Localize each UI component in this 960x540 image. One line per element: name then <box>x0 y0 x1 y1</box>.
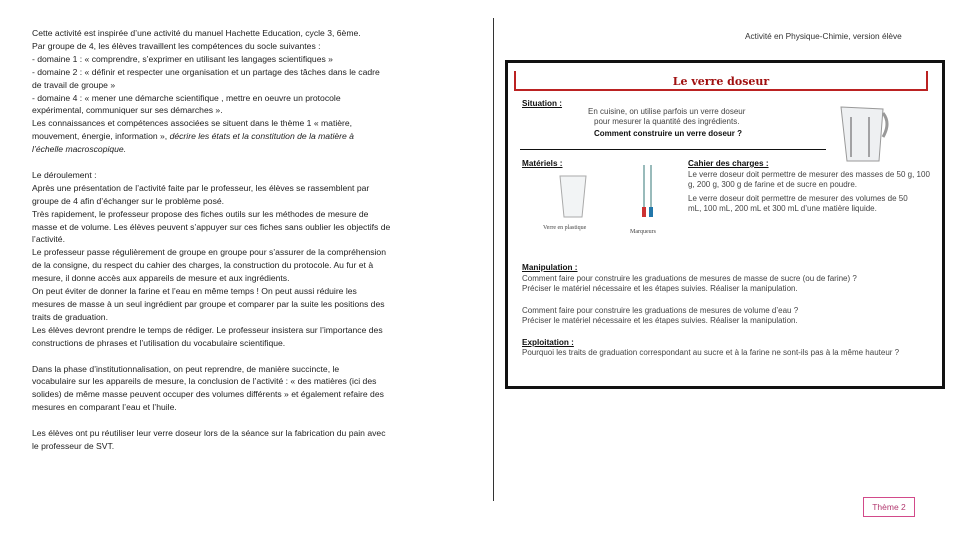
manipulation-heading: Manipulation : <box>522 263 578 272</box>
manip-line-4: Préciser le matériel nécessaire et les étapes suivies. Réaliser la manipulation. <box>522 316 798 325</box>
text: Les élèves devront prendre le temps de rédiger. Le professeur insistera sur l’importance des <box>32 324 383 335</box>
student-worksheet <box>505 60 945 389</box>
text-line <box>32 104 452 117</box>
text: Les élèves ont pu réutiliser leur verre doseur lors de la séance sur la fabrication du pain avec <box>32 428 386 439</box>
text-line <box>32 233 452 246</box>
text-line <box>32 401 452 414</box>
text: mouvement, énergie, information », <box>32 131 170 142</box>
paragraph <box>32 363 452 415</box>
text: mesures en comparant l’eau et l’huile. <box>32 402 177 413</box>
paragraph <box>32 169 452 350</box>
separator <box>520 149 826 150</box>
text: Le déroulement : <box>32 169 97 180</box>
text-line <box>32 324 452 337</box>
text-line <box>32 298 452 311</box>
text-line <box>32 169 452 182</box>
manip-line-1: Comment faire pour construire les graduations de mesures de masse de sucre (ou de farine) ? <box>522 274 857 283</box>
text: expérimental, communiquer sur ses démarches ». <box>32 105 223 116</box>
text-line <box>32 143 452 156</box>
text-line <box>32 388 452 401</box>
teacher-notes <box>32 27 452 466</box>
text-line <box>32 375 452 388</box>
situation-line-2: pour mesurer la quantité des ingrédients. <box>594 117 740 126</box>
text: - domaine 1 : « comprendre, s’exprimer en utilisant les langages scientifiques » <box>32 53 333 64</box>
plastic-cup-image <box>558 173 588 219</box>
text: Les connaissances et compétences associées se situent dans le thème 1 « matière, <box>32 118 353 129</box>
text: Par groupe de 4, les élèves travaillent les compétences du socle suivantes : <box>32 40 321 51</box>
text-line <box>32 117 452 130</box>
cahier-line-2: Le verre doseur doit permettre de mesurer des volumes de 50 mL, 100 mL, 200 mL et 300 mL d’une matière liquide. <box>688 194 908 213</box>
text: Cette activité est inspirée d’une activité du manuel Hachette Education, cycle 3, 6ème. <box>32 28 361 38</box>
cahier-heading: Cahier des charges : <box>688 159 769 168</box>
text-line <box>32 363 452 376</box>
worksheet-title: Le verre doseur <box>672 75 770 88</box>
exploit-line-1: Pourquoi les traits de graduation correspondant au sucre et à la farine ne sont-ils pas à la même hauteur ? <box>522 348 900 357</box>
text-line <box>32 440 452 453</box>
italic-text: décrire les états et la constitution de la matière à <box>169 131 354 142</box>
text: Très rapidement, le professeur propose des fiches outils sur les méthodes de mesure de <box>32 208 369 219</box>
question: Comment construire un verre doseur ? <box>594 129 743 138</box>
text: l’activité. <box>32 234 65 245</box>
text-line <box>32 272 452 285</box>
text-line <box>32 285 452 298</box>
text-line <box>32 40 452 53</box>
text: - domaine 4 : « mener une démarche scientifique , mettre en oeuvre un protocole <box>32 92 341 103</box>
italic-text: l’échelle macroscopique. <box>32 144 127 155</box>
paragraph <box>32 427 452 453</box>
text: vocabulaire sur les appareils de mesure, la conclusion de l’activité : « des matières (ici des <box>32 376 377 387</box>
text-line <box>32 195 452 208</box>
text: On peut éviter de donner la farine et l’eau en même temps ! On peut aussi réduire les <box>32 286 357 297</box>
situation-line-1: En cuisine, on utilise parfois un verre doseur <box>588 107 746 116</box>
situation-heading: Situation : <box>522 99 563 108</box>
text-line <box>32 427 452 440</box>
text: constructions de phrases et l’utilisation du vocabulaire scientifique. <box>32 337 286 348</box>
theme-badge[interactable]: Thème 2 <box>863 497 915 517</box>
text-line <box>32 246 452 259</box>
exploitation-heading: Exploitation : <box>522 338 574 347</box>
text-line <box>32 208 452 221</box>
text: groupe de 4 afin d’échanger sur le problème posé. <box>32 195 225 206</box>
text-line <box>32 337 452 350</box>
text: Le professeur passe régulièrement de groupe en groupe pour s’assurer de la compréhension <box>32 247 386 258</box>
manip-line-2: Préciser le matériel nécessaire et les étapes suivies. Réaliser la manipulation. <box>522 284 798 293</box>
text: de travail de groupe » <box>32 79 116 90</box>
cahier-line-1: Le verre doseur doit permettre de mesurer des masses de 50 g, 100 g, 200 g, 300 g de farine et de sucre en poudre. <box>688 170 930 189</box>
materiels-heading: Matériels : <box>522 159 563 168</box>
text: le professeur de SVT. <box>32 440 115 451</box>
measuring-jug-image <box>833 103 893 165</box>
text: traits de graduation. <box>32 311 108 322</box>
text-line <box>32 311 452 324</box>
column-divider <box>493 18 494 501</box>
text: mesure, il donne accès aux appareils de mesure et aux ingrédients. <box>32 273 290 284</box>
text-line <box>32 130 452 143</box>
text-line <box>32 221 452 234</box>
text: masse et de volume. Les élèves peuvent s’appuyer sur ces fiches sans oublier les objectifs de <box>32 221 391 232</box>
text: mesures de masse à un seul ingrédient par groupe et comparer par la suite les positions des <box>32 299 385 310</box>
text-line <box>32 182 452 195</box>
text: Dans la phase d’institutionnalisation, on peut reprendre, de manière succincte, le <box>32 363 340 374</box>
text-line <box>32 53 452 66</box>
text-line <box>32 66 452 79</box>
text: - domaine 2 : « définir et respecter une organisation et un partage des tâches dans le cadre <box>32 66 380 77</box>
text: de la consigne, du respect du cahier des charges, la construction du protocole. Au fur et à <box>32 260 374 271</box>
text-line <box>32 79 452 92</box>
title-bar <box>514 71 928 91</box>
text-line <box>32 27 452 40</box>
cup-label: Verre en plastique <box>543 225 587 231</box>
markers-image <box>640 165 656 219</box>
text: Après une présentation de l’activité faite par le professeur, les élèves se rassemblent par <box>32 182 370 193</box>
text-line <box>32 92 452 105</box>
page-header: Activité en Physique-Chimie, version élève <box>745 31 902 41</box>
text-line <box>32 259 452 272</box>
markers-label: Marqueurs <box>630 229 656 235</box>
manip-line-3: Comment faire pour construire les graduations de mesures de volume d’eau ? <box>522 306 799 315</box>
paragraph <box>32 27 452 156</box>
text: solides) de même masse peuvent occuper des volumes différents » et également refaire des <box>32 389 384 400</box>
